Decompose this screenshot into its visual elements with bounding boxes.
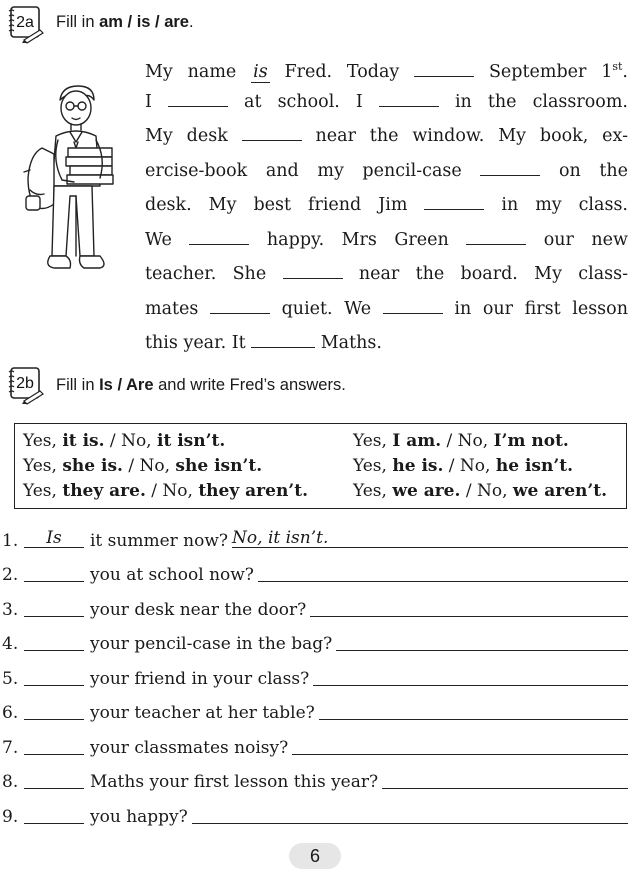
answer-blank[interactable] <box>242 124 302 141</box>
question-blank[interactable] <box>24 597 84 617</box>
answer-line[interactable] <box>319 700 628 720</box>
question-blank[interactable] <box>24 769 84 789</box>
question-2: 2. you at school now? <box>2 561 628 585</box>
question-blank[interactable]: Is <box>24 528 84 548</box>
passage-line: My desk near the window. My book, ex- <box>145 126 629 146</box>
question-5: 5. your friend in your class? <box>2 665 628 689</box>
exercise-2a-passage <box>145 50 628 361</box>
passage-line: ercise-book and my pencil-case on the <box>145 160 629 181</box>
answer-blank[interactable] <box>383 297 443 314</box>
boy-with-books-illustration <box>12 78 140 278</box>
svg-text:2a: 2a <box>16 14 34 31</box>
page-number: 6 <box>289 843 341 869</box>
passage-line: mates quiet. We in our first lesson <box>145 298 628 319</box>
svg-text:2b: 2b <box>16 375 34 392</box>
answer-blank[interactable] <box>189 228 249 245</box>
answer-blank[interactable] <box>283 262 343 279</box>
short-answer-left-1: Yes, it is. / No, it isn’t. <box>23 431 226 451</box>
exercise-2a-instruction: Fill in am / is / are. <box>56 13 194 31</box>
question-8: 8. Maths your first lesson this year? <box>2 768 628 792</box>
short-answer-right-1: Yes, I am. / No, I’m not. <box>353 431 569 451</box>
answer-line[interactable] <box>292 735 628 755</box>
question-blank[interactable] <box>24 804 84 824</box>
exercise-2b-badge <box>6 365 44 405</box>
answer-blank[interactable] <box>379 90 439 107</box>
exercise-2a-badge <box>6 4 44 44</box>
notebook-pencil-icon <box>6 365 44 405</box>
question-blank[interactable] <box>24 562 84 582</box>
answer-line[interactable] <box>336 631 628 651</box>
question-9: 9. you happy? <box>2 803 628 827</box>
question-blank[interactable] <box>24 631 84 651</box>
short-answer-left-3: Yes, they are. / No, they aren’t. <box>23 481 308 501</box>
answer-line[interactable] <box>310 597 628 617</box>
question-3: 3. your desk near the door? <box>2 596 628 620</box>
question-4: 4. your pencil-case in the bag? <box>2 630 628 654</box>
answer-line[interactable]: No, it isn’t. <box>232 528 628 548</box>
passage-line: desk. My best friend Jim in my class. <box>145 195 628 215</box>
passage-line: I at school. I in the classroom. <box>145 91 628 112</box>
passage-line: teacher. She near the board. My class- <box>145 264 629 284</box>
answer-blank[interactable] <box>480 159 540 176</box>
answer-line[interactable] <box>382 769 628 789</box>
answer-blank[interactable] <box>168 90 228 107</box>
exercise-2b-instruction: Fill in Is / Are and write Fred’s answers. <box>56 376 346 394</box>
short-answers-box <box>14 423 627 509</box>
answer-blank[interactable] <box>210 297 270 314</box>
filled-example-is: is <box>253 61 268 82</box>
passage-line: My name is Fred. Today September 1st. <box>145 60 628 82</box>
answer-line[interactable] <box>313 666 628 686</box>
answer-blank[interactable] <box>424 193 484 210</box>
question-1: 1. Is it summer now? No, it isn’t. <box>2 527 628 551</box>
passage-line: this year. It Maths. <box>145 333 382 353</box>
question-blank[interactable] <box>24 735 84 755</box>
notebook-pencil-icon <box>6 4 44 44</box>
answer-line[interactable] <box>192 804 628 824</box>
answer-blank[interactable] <box>251 331 315 348</box>
short-answer-left-2: Yes, she is. / No, she isn’t. <box>23 456 263 476</box>
question-7: 7. your classmates noisy? <box>2 734 628 758</box>
answer-blank[interactable] <box>466 228 526 245</box>
question-blank[interactable] <box>24 666 84 686</box>
short-answer-right-3: Yes, we are. / No, we aren’t. <box>353 481 608 501</box>
question-6: 6. your teacher at her table? <box>2 699 628 723</box>
answer-line[interactable] <box>258 562 628 582</box>
question-blank[interactable] <box>24 700 84 720</box>
short-answer-right-2: Yes, he is. / No, he isn’t. <box>353 456 574 476</box>
answer-blank[interactable] <box>414 60 474 77</box>
passage-line: We happy. Mrs Green our new <box>145 229 629 250</box>
